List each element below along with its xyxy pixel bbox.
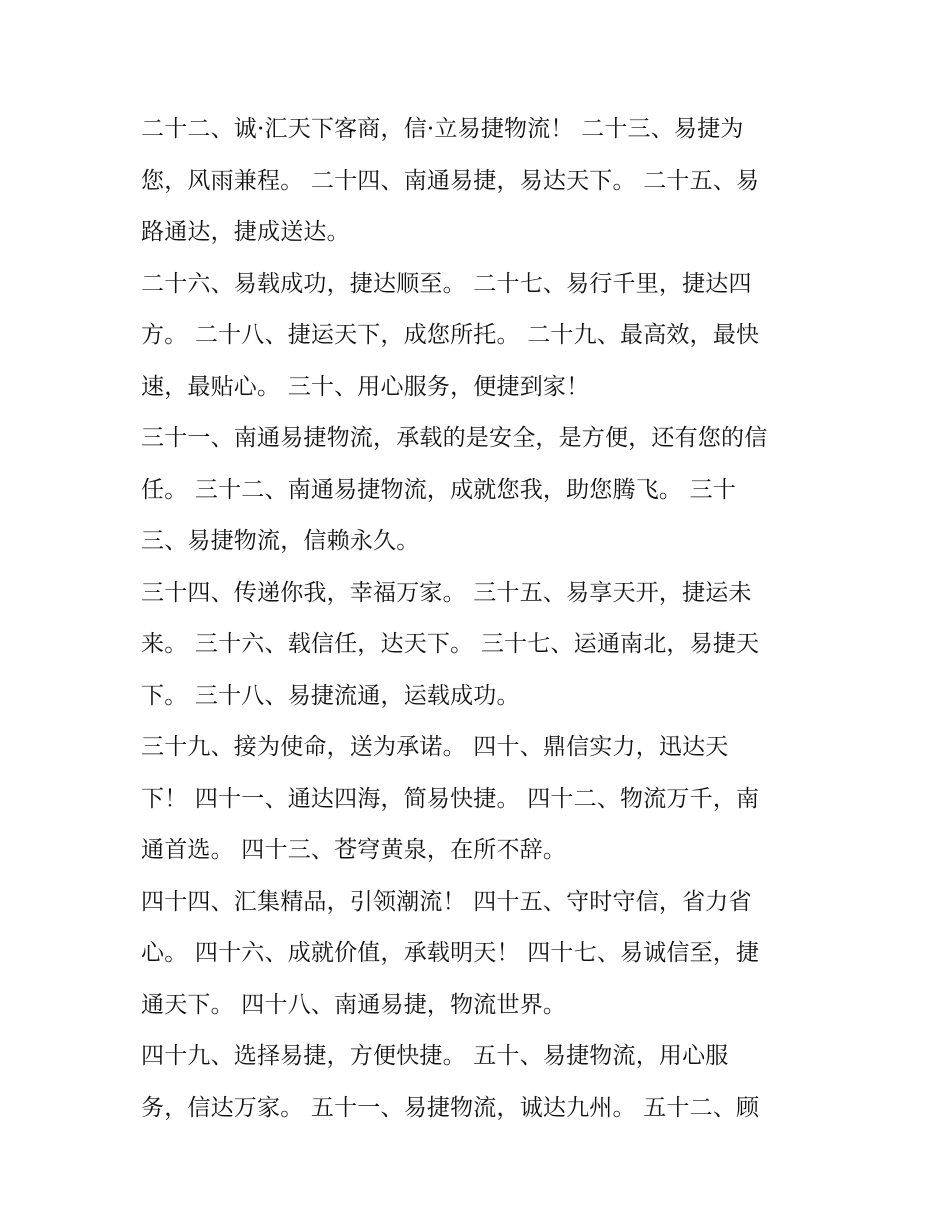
paragraph-1 xyxy=(141,107,821,262)
text-line: 二十六、易载成功，捷达顺至。 二十七、易行千里，捷达四 xyxy=(141,270,752,297)
text-line: 通首选。 四十三、苍穹黄泉，在所不辞。 xyxy=(141,837,567,863)
text-line: 心。 四十六、成就价值，承载明天！ 四十七、易诚信至，捷 xyxy=(141,940,760,966)
text-line: 四十四、汇集精品，引领潮流！ 四十五、守时守信，省力省 xyxy=(141,888,752,915)
text-line: 通天下。 四十八、南通易捷，物流世界。 xyxy=(141,991,567,1018)
text-line: 四十九、选择易捷，方便快捷。 五十、易捷物流，用心服 xyxy=(141,1043,729,1069)
text-line: 下。 三十八、易捷流通，运载成功。 xyxy=(141,682,520,709)
text-line: 方。 二十八、捷运天下，成您所托。 二十九、最高效，最快 xyxy=(141,322,760,348)
text-line: 您，风雨兼程。 二十四、南通易捷，易达天下。 二十五、易 xyxy=(141,167,760,194)
text-line: 三十四、传递你我，幸福万家。 三十五、易享天开，捷运未 xyxy=(141,579,752,606)
paragraph-3 xyxy=(141,416,821,571)
text-line: 二十二、诚·汇天下客商，信·立易捷物流！ 二十三、易捷为 xyxy=(141,116,744,142)
text-line: 三十一、南通易捷物流，承载的是安全，是方便，还有您的信 xyxy=(141,425,768,451)
text-line: 任。 三十二、南通易捷物流，成就您我，助您腾飞。 三十 xyxy=(141,476,737,503)
document-body xyxy=(141,107,821,1137)
text-line: 三、易捷物流，信赖永久。 xyxy=(141,528,420,554)
text-line: 速，最贴心。 三十、用心服务，便捷到家！ xyxy=(141,373,590,400)
paragraph-2 xyxy=(141,262,821,417)
paragraph-4 xyxy=(141,571,821,726)
paragraph-5 xyxy=(141,725,821,880)
paragraph-7 xyxy=(141,1034,821,1137)
paragraph-6 xyxy=(141,880,821,1035)
text-line: 来。 三十六、载信任，达天下。 三十七、运通南北，易捷天 xyxy=(141,631,760,657)
text-line: 三十九、接为使命，送为承诺。 四十、鼎信实力，迅达天 xyxy=(141,734,729,760)
text-line: 下！ 四十一、通达四海，简易快捷。 四十二、物流万千，南 xyxy=(141,785,760,812)
text-line: 路通达，捷成送达。 xyxy=(141,219,350,245)
text-line: 务，信达万家。 五十一、易捷物流，诚达九州。 五十二、顾 xyxy=(141,1094,760,1121)
